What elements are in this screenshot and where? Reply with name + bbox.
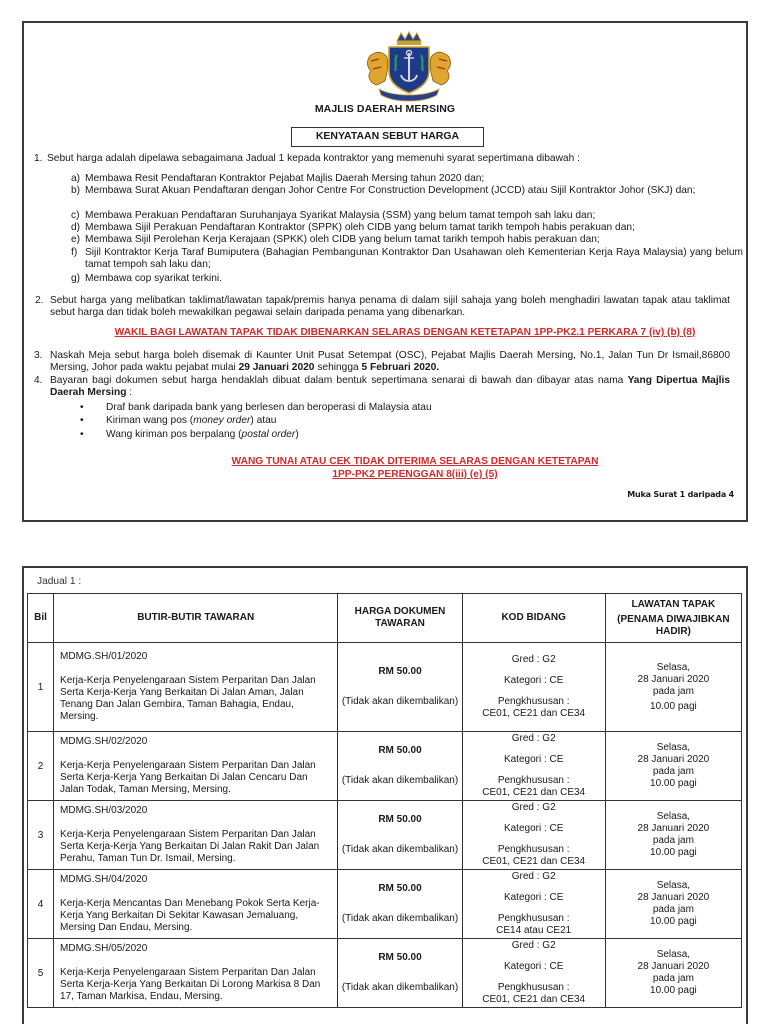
site-visit-notice: WAKIL BAGI LAWATAN TAPAK TIDAK DIBENARKAN SELARAS DENGAN KETETAPAN 1PP-PK2.1 PERKARA 7 (iv) (b) (8) xyxy=(114,327,696,338)
requirement-d: d) Membawa Sijil Perakuan Pendaftaran Kontraktor (SPPK) oleh CIDB yang belum tamat tarikh tempoh habis perakuan dan; xyxy=(71,222,635,233)
field-code: Gred : G2 Kategori : CE Pengkhususan : CE01, CE21 dan CE34 xyxy=(462,801,605,870)
tender-details xyxy=(54,939,338,1008)
tender-details xyxy=(54,870,338,939)
header-kod: KOD BIDANG xyxy=(462,594,605,643)
schedule-label: Jadual 1 : xyxy=(37,576,82,587)
para-3-text: Naskah Meja sebut harga boleh disemak di Kaunter Unit Pusat Setempat (OSC), Pejabat Majlis Daerah Mersing, No.1, Jalan Tun Dr Ismail,86800 Mersing, Johor pada waktu pejabat mulai 29 Januari 2020 sehingga 5 Februari 2020. xyxy=(50,350,730,373)
document-price: RM 50.00 (Tidak akan dikembalikan) xyxy=(338,870,462,939)
bullet-icon: • xyxy=(80,429,84,440)
para-2-number: 2. xyxy=(35,295,44,306)
tender-table xyxy=(27,593,742,1008)
tender-ref: MDMG.SH/03/2020 xyxy=(60,804,148,816)
row-number: 3 xyxy=(28,801,54,870)
tender-ref: MDMG.SH/02/2020 xyxy=(60,735,148,747)
tender-desc: Kerja-Kerja Penyelengaraan Sistem Perparitan Dan Jalan Serta Kerja-Kerja Yang Berkaitan Di Lorong Markisa 8 Dan 17, Taman Markisa, Endau, Mersing. xyxy=(60,966,321,1002)
cash-notice-line-1: WANG TUNAI ATAU CEK TIDAK DITERIMA SELARAS DENGAN KETETAPAN xyxy=(231,456,599,467)
tender-ref: MDMG.SH/01/2020 xyxy=(60,650,148,662)
cash-notice-line-2: 1PP-PK2 PERENGGAN 8(iii) (e) (5) xyxy=(332,469,498,480)
end-date: 5 Februari 2020. xyxy=(361,362,440,373)
page-number: Muka Surat 1 daripada 4 xyxy=(627,490,734,499)
row-number: 1 xyxy=(28,643,54,732)
johor-crest-icon xyxy=(357,31,461,103)
site-visit: Selasa, 28 Januari 2020 pada jam 10.00 pagi xyxy=(605,870,741,939)
document-price: RM 50.00 (Tidak akan dikembalikan) xyxy=(338,801,462,870)
document-page-1: MAJLIS DAERAH MERSING KENYATAAN SEBUT HARGA 1. Sebut harga adalah dipelawa sebagaimana Jadual 1 kepada kontraktor yang memenuhi syarat sepertimana dibawah : a) Membawa Resit Pendaftaran Kontraktor Pejabat Majlis Daerah Mersing tahun 2020 dan; b) Membawa Surat Akuan Pendaftaran dengan Johor Centre For Construction Development (JCCD) atau Sijil Kontraktor Johor (SKJ) dan; c) Membawa Perakuan Pendaftaran Suruhanjaya Syarikat Malaysia (SSM) yang belum tamat tempoh sah laku dan; d) Membawa Sijil Perakuan Pendaftaran Kontraktor (SPPK) oleh CIDB yang belum tamat tarikh tempoh habis perakuan dan; e) Membawa Sijil Perolehan Kerja Kerajaan (SPKK) oleh CIDB yang belum tamat tarikh tempoh habis perakuan dan; f) Sijil Kontraktor Kerja Taraf Bumiputera (Bahagian Pembangunan Kontraktor Dan Usahawan oleh Kementerian Kerja Raya Malaysia) yang belum tamat tempoh sah laku dan; g) Membawa cop syarikat terkini. 2. Sebut harga yang melibatkan taklimat/lawatan tapak/premis hanya penama di dalam sijil sahaja yang boleh menghadiri lawatan tapak atau taklimat sebut harga dan tidak boleh mewakilkan pegawai selain daripada penama yang dibenarkan. WAKIL BAGI LAWATAN TAPAK TIDAK DIBENARKAN SELARAS DENGAN KETETAPAN 1PP-PK2.1 PERKARA 7 (iv) (b) (8) 3. Naskah Meja sebut harga boleh disemak di Kaunter Unit Pusat Setempat (OSC), Pejabat Majlis Daerah Mersing, No.1, Jalan Tun Dr Ismail,86800 Mersing, Johor pada waktu pejabat mulai 29 Januari 2020 sehingga 5 Februari 2020. 4. Bayaran bagi dokumen sebut harga hendaklah dibuat dalam bentuk sepertimana senarai di bawah dan dibayar atas nama Yang Dipertua Majlis Daerah Mersing : • Draf bank daripada bank yang berlesen dan beroperasi di Malaysia atau • Kiriman wang pos (money order) atau • Wang kiriman pos berpalang (postal order) WANG TUNAI ATAU CEK TIDAK DITERIMA SELARAS DENGAN KETETAPAN 1PP-PK2 PERENGGAN 8(iii) (e) (5) Muka Surat 1 daripada 4 xyxy=(22,21,748,522)
table-header-row xyxy=(28,594,742,643)
site-visit: Selasa, 28 Januari 2020 pada jam 10.00 pagi xyxy=(605,643,741,732)
header-bil: Bil xyxy=(28,594,54,643)
field-code: Gred : G2 Kategori : CE Pengkhususan : CE01, CE21 dan CE34 xyxy=(462,732,605,801)
document-price: RM 50.00 (Tidak akan dikembalikan) xyxy=(338,643,462,732)
tender-desc: Kerja-Kerja Penyelengaraan Sistem Perparitan Dan Jalan Serta Kerja-Kerja Yang Berkaitan Di Jalan Cencaru Dan Jalan Todak, Taman Mersing, Mersing. xyxy=(60,759,316,795)
requirement-e: e) Membawa Sijil Perolehan Kerja Kerajaan (SPKK) oleh CIDB yang belum tamat tarikh tempoh habis perakuan dan; xyxy=(71,234,600,245)
site-visit: Selasa, 28 Januari 2020 pada jam 10.00 pagi xyxy=(605,939,741,1008)
tender-desc: Kerja-Kerja Mencantas Dan Menebang Pokok Serta Kerja-Kerja Yang Berkaitan Di Sekitar Kawasan Jemaluang, Mersing Dan Endau, Mersing. xyxy=(60,897,320,933)
para-1-text: Sebut harga adalah dipelawa sebagaimana Jadual 1 kepada kontraktor yang memenuhi syarat sepertimana dibawah : xyxy=(47,153,580,164)
para-2-text: Sebut harga yang melibatkan taklimat/lawatan tapak/premis hanya penama di dalam sijil sahaja yang boleh menghadiri lawatan tapak atau taklimat sebut harga dan tidak boleh mewakilkan pegawai selain daripada penama yang dibenarkan. xyxy=(50,295,730,318)
tender-details xyxy=(54,801,338,870)
table-row xyxy=(28,939,742,1008)
start-date: 29 Januari 2020 xyxy=(238,362,315,373)
header-harga: HARGA DOKUMEN TAWARAN xyxy=(338,594,462,643)
row-number: 4 xyxy=(28,870,54,939)
requirement-f: f) Sijil Kontraktor Kerja Taraf Bumiputera (Bahagian Pembangunan Kontraktor Dan Usahawan oleh Kementerian Kerja Raya Malaysia) yang belum tamat tempoh sah laku dan; xyxy=(71,247,743,270)
tender-desc: Kerja-Kerja Penyelengaraan Sistem Perparitan Dan Jalan Serta Kerja-Kerja Yang Berkaitan Di Jalan Rakit Dan Jalan Perahu, Taman Tun Dr. Ismail, Mersing. xyxy=(60,828,320,864)
tender-desc: Kerja-Kerja Penyelengaraan Sistem Perparitan Dan Jalan Serta Kerja-Kerja Yang Berkaitan Di Jalan Aman, Jalan Tenang Dan Jalan Gembira, Taman Bahagia, Endau, Mersing. xyxy=(60,674,316,722)
para-3-number: 3. xyxy=(34,350,43,361)
tender-ref: MDMG.SH/05/2020 xyxy=(60,942,148,954)
requirement-c: c) Membawa Perakuan Pendaftaran Suruhanjaya Syarikat Malaysia (SSM) yang belum tamat tempoh sah laku dan; xyxy=(71,210,596,221)
requirement-b: b) Membawa Surat Akuan Pendaftaran dengan Johor Centre For Construction Development (JCCD) atau Sijil Kontraktor Johor (SKJ) dan; xyxy=(71,185,696,196)
bullet-icon: • xyxy=(80,402,84,413)
table-row xyxy=(28,870,742,939)
document-price: RM 50.00 (Tidak akan dikembalikan) xyxy=(338,939,462,1008)
tender-details xyxy=(54,643,338,732)
para-1-number: 1. xyxy=(34,153,43,164)
para-4-text: Bayaran bagi dokumen sebut harga hendaklah dibuat dalam bentuk sepertimana senarai di bawah dan dibayar atas nama Yang Dipertua Majlis Daerah Mersing : xyxy=(50,375,731,398)
table-row xyxy=(28,801,742,870)
site-visit: Selasa, 28 Januari 2020 pada jam 10.00 pagi xyxy=(605,801,741,870)
organization-name: MAJLIS DAERAH MERSING xyxy=(314,103,456,115)
document-price: RM 50.00 (Tidak akan dikembalikan) xyxy=(338,732,462,801)
payee-name: Yang Dipertua Majlis Daerah Mersing xyxy=(50,375,731,398)
row-number: 5 xyxy=(28,939,54,1008)
para-4-number: 4. xyxy=(34,375,43,386)
tender-details xyxy=(54,732,338,801)
field-code: Gred : G2 Kategori : CE Pengkhususan : CE14 atau CE21 xyxy=(462,870,605,939)
requirement-g: g) Membawa cop syarikat terkini. xyxy=(71,273,223,284)
table-row xyxy=(28,732,742,801)
bullet-icon: • xyxy=(80,415,84,426)
header-butir: BUTIR-BUTIR TAWARAN xyxy=(54,594,338,643)
field-code: Gred : G2 Kategori : CE Pengkhususan : CE01, CE21 dan CE34 xyxy=(462,939,605,1008)
header-lawatan: LAWATAN TAPAK (PENAMA DIWAJIBKAN HADIR) xyxy=(605,594,741,643)
field-code: Gred : G2 Kategori : CE Pengkhususan : CE01, CE21 dan CE34 xyxy=(462,643,605,732)
document-title: KENYATAAN SEBUT HARGA xyxy=(291,127,484,147)
document-page-2 xyxy=(22,566,748,1024)
tender-ref: MDMG.SH/04/2020 xyxy=(60,873,148,885)
table-row xyxy=(28,643,742,732)
requirement-a: a) Membawa Resit Pendaftaran Kontraktor Pejabat Majlis Daerah Mersing tahun 2020 dan; xyxy=(71,173,485,184)
row-number: 2 xyxy=(28,732,54,801)
site-visit: Selasa, 28 Januari 2020 pada jam 10.00 pagi xyxy=(605,732,741,801)
